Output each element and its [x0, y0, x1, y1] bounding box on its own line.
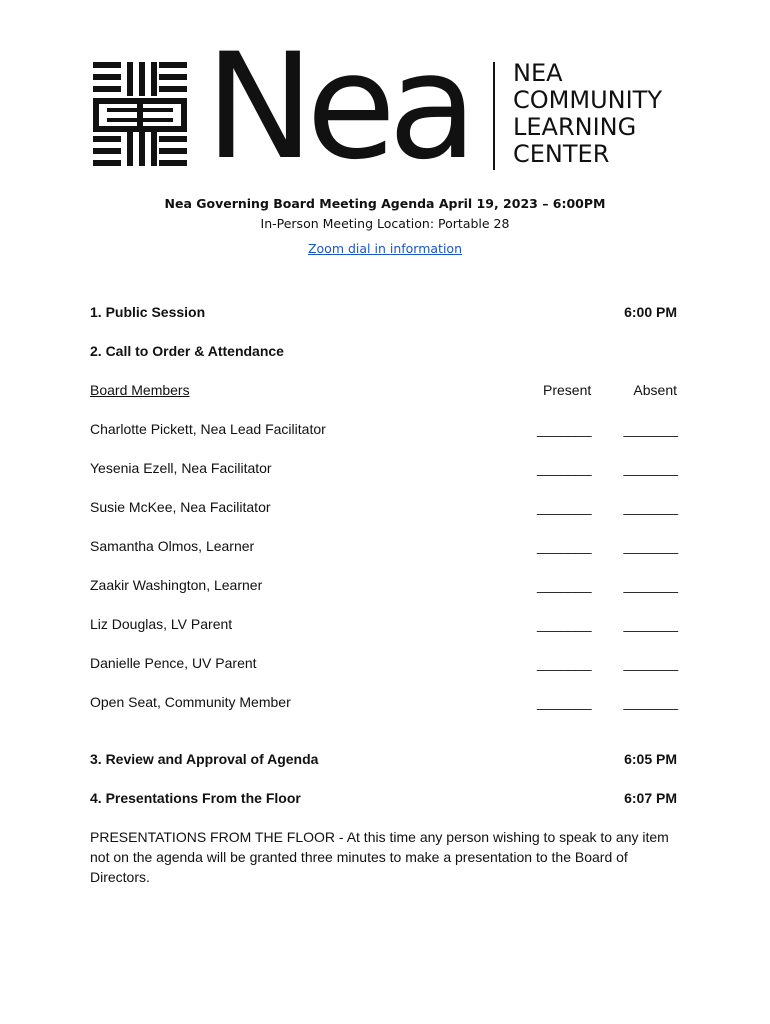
present-blank: _______	[537, 460, 592, 476]
zoom-info-link[interactable]: Zoom dial in information	[307, 241, 463, 256]
agenda-item-time: 6:00 PM	[624, 304, 677, 320]
presentations-description: PRESENTATIONS FROM THE FLOOR - At this time any person wishing to speak to any item not on the agenda will be granted three minutes to make a presentation to the Board of Directors.	[90, 829, 669, 885]
member-name: Open Seat, Community Member	[90, 694, 291, 710]
agenda-item-review	[90, 751, 680, 769]
absent-blank: _______	[623, 694, 678, 710]
logo-wordmark: Nea	[205, 22, 470, 192]
present-blank: _______	[537, 577, 592, 593]
nea-pattern-mark-icon	[93, 62, 187, 166]
logo-divider	[493, 62, 495, 170]
attendance-row	[90, 616, 680, 634]
member-name: Liz Douglas, LV Parent	[90, 616, 233, 632]
logo-tagline-line: LEARNING	[513, 113, 637, 141]
absent-blank: _______	[623, 577, 678, 593]
present-blank: _______	[537, 616, 592, 632]
attendance-row	[90, 538, 680, 556]
board-members-heading: Board Members	[90, 382, 190, 398]
attendance-row	[90, 577, 680, 595]
absent-blank: _______	[623, 655, 678, 671]
agenda-item-label: 2. Call to Order & Attendance	[90, 343, 284, 359]
agenda-item-time: 6:05 PM	[624, 751, 677, 767]
attendance-row	[90, 460, 680, 478]
attendance-row	[90, 694, 680, 712]
present-blank: _______	[537, 499, 592, 515]
present-blank: _______	[537, 421, 592, 437]
attendance-row	[90, 499, 680, 517]
attendance-header-row	[90, 382, 680, 400]
absent-blank: _______	[623, 421, 678, 437]
member-name: Yesenia Ezell, Nea Facilitator	[90, 460, 272, 476]
member-name: Zaakir Washington, Learner	[90, 577, 263, 593]
logo-tagline-line: NEA	[513, 59, 563, 87]
meeting-title: Nea Governing Board Meeting Agenda April 19, 2023 – 6:00PM	[164, 196, 606, 211]
absent-blank: _______	[623, 499, 678, 515]
member-name: Danielle Pence, UV Parent	[90, 655, 257, 671]
logo-tagline-line: CENTER	[513, 140, 610, 168]
member-name: Charlotte Pickett, Nea Lead Facilitator	[90, 421, 326, 437]
present-column-label: Present	[543, 382, 592, 398]
agenda-item-public-session	[90, 304, 680, 322]
agenda-item-label: 3. Review and Approval of Agenda	[90, 751, 319, 767]
agenda-item-time: 6:07 PM	[624, 790, 677, 806]
present-blank: _______	[537, 694, 592, 710]
logo-tagline-line: COMMUNITY	[513, 86, 662, 114]
logo-tagline	[513, 60, 662, 168]
meeting-location: In-Person Meeting Location: Portable 28	[260, 216, 510, 231]
absent-blank: _______	[623, 460, 678, 476]
agenda-item-label: 1. Public Session	[90, 304, 206, 320]
member-name: Susie McKee, Nea Facilitator	[90, 499, 271, 515]
member-name: Samantha Olmos, Learner	[90, 538, 255, 554]
attendance-row	[90, 655, 680, 673]
absent-blank: _______	[623, 538, 678, 554]
agenda-item-call-to-order	[90, 343, 680, 361]
absent-column-label: Absent	[633, 382, 677, 398]
agenda-item-presentations	[90, 790, 680, 808]
attendance-row	[90, 421, 680, 439]
present-blank: _______	[537, 655, 592, 671]
present-blank: _______	[537, 538, 592, 554]
absent-blank: _______	[623, 616, 678, 632]
nea-logo	[93, 22, 683, 192]
agenda-item-label: 4. Presentations From the Floor	[90, 790, 301, 806]
